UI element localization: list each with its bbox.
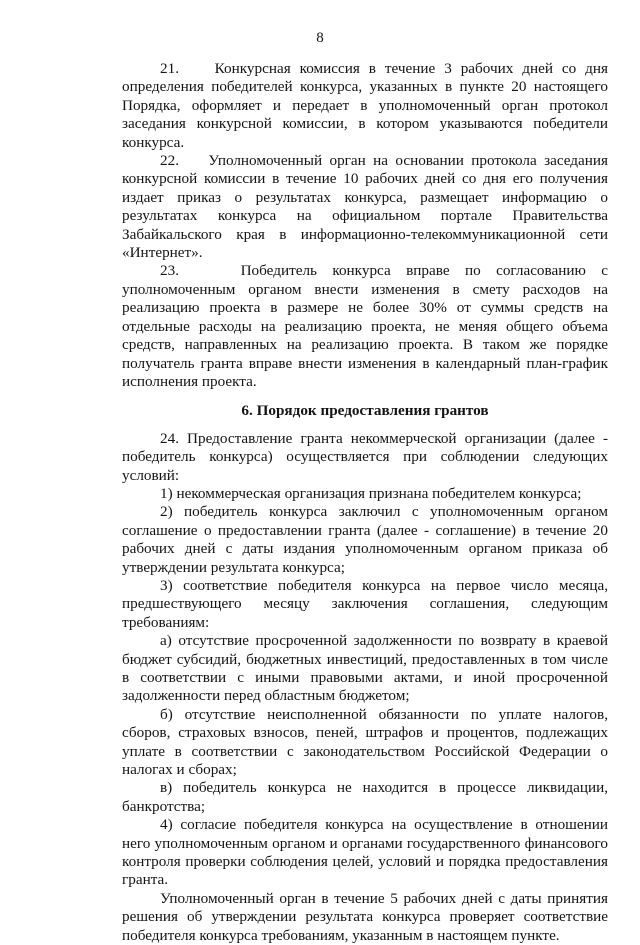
paragraph-24: 24. Предоставление гранта некоммерческой организации (далее - победитель конкурса) осуществляется при соблюдении следующих условий:	[122, 429, 608, 484]
paragraph-22: 22. Уполномоченный орган на основании протокола заседания конкурсной комиссии в течение 10 рабочих дней со дня его получения издает приказ о результатах конкурса, размещает информацию о результатах конкурса на официальном портале Правительства Забайкальского края в информационно-телекоммуникационной сети «Интернет».	[122, 152, 608, 262]
requirement-a: а) отсутствие просроченной задолженности по возврату в краевой бюджет субсидий, бюджетных инвестиций, предоставленных в том числе в соответствии с иными правовыми актами, и иной просроченной задолженности перед областным бюджетом;	[122, 632, 608, 705]
requirement-v: в) победитель конкурса не находится в процессе ликвидации, банкротства;	[122, 779, 608, 815]
paragraph-23: 23. Победитель конкурса вправе по согласованию с уполномоченным органом внести изменения в смету расходов на реализацию проекта в размере не более 30% от суммы средств на отдельные расходы на реализацию проекта, не меняя общего объема средств, направленных на реализацию проекта. В таком же порядке получатель гранта вправе внести изменения в календарный план-график исполнения проекта.	[122, 262, 608, 390]
section-heading: 6. Порядок предоставления грантов	[241, 402, 489, 420]
document-body	[122, 60, 608, 945]
condition-4: 4) согласие победителя конкурса на осуществление в отношении него уполномоченным органом и органами государственного финансового контроля проверки соблюдения целей, условий и порядка предоставления гранта.	[122, 816, 608, 889]
condition-1: 1) некоммерческая организация признана победителем конкурса;	[160, 484, 582, 502]
page-number: 8	[316, 30, 324, 46]
condition-3: 3) соответствие победителя конкурса на первое число месяца, предшествующего месяцу заключения соглашения, следующим требованиям:	[122, 576, 608, 631]
condition-2: 2) победитель конкурса заключил с уполномоченным органом соглашение о предоставлении гранта (далее - соглашение) в течение 20 рабочих дней с даты издания уполномоченным органом приказа об утверждении результата конкурса;	[122, 503, 608, 576]
verification-paragraph: Уполномоченный орган в течение 5 рабочих дней с даты принятия решения об утверждении результата конкурса проверяет соответствие победителя конкурса требованиям, указанным в настоящем пункте.	[122, 889, 608, 944]
requirement-b: б) отсутствие неисполненной обязанности по уплате налогов, сборов, страховых взносов, пеней, штрафов и процентов, подлежащих уплате в соответствии с законодательством Российской Федерации о налогах и сборах;	[122, 705, 608, 779]
paragraph-21: 21. Конкурсная комиссия в течение 3 рабочих дней со дня определения победителей конкурса, указанных в пункте 20 настоящего Порядка, оформляет и передает в уполномоченный орган протокол заседания конкурсной комиссии, в котором указываются победители конкурса.	[122, 60, 608, 151]
